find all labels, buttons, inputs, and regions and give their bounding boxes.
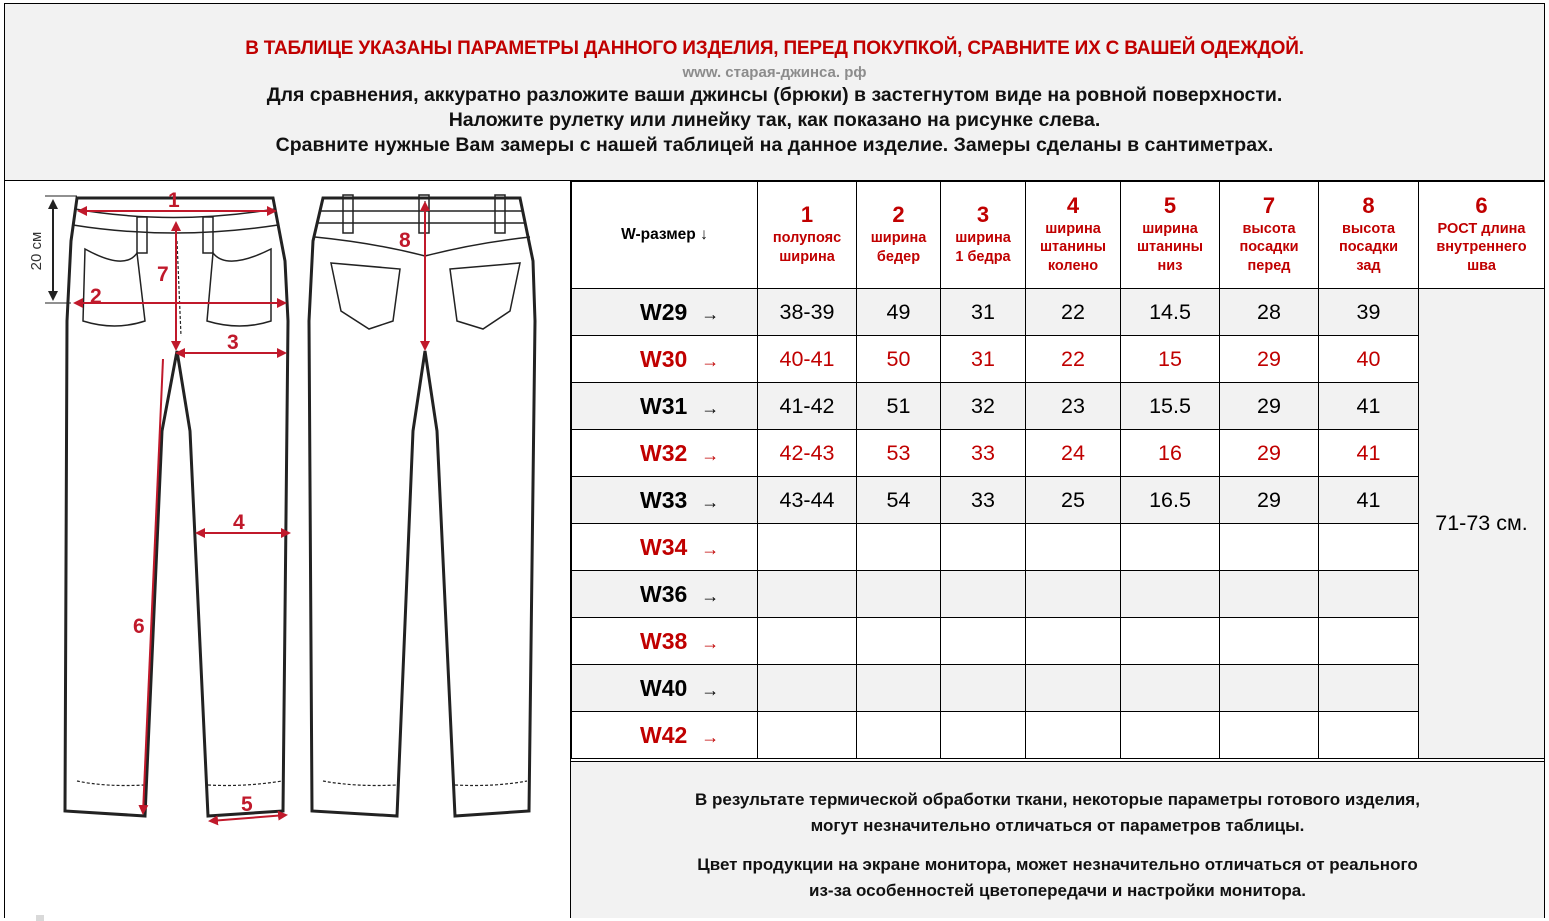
value-cell [857, 712, 941, 759]
value-cell [1121, 665, 1220, 712]
value-cell: 24 [1026, 430, 1121, 477]
disclaimer-fabric: В результате термической обработки ткани, некоторые параметры готового изделия, могут незначительно отличаться от параметров таблицы. [695, 790, 1420, 835]
size-cell [572, 571, 758, 618]
table-row [572, 430, 1545, 477]
value-cell [1026, 524, 1121, 571]
value-cell [758, 618, 857, 665]
value-cell: 22 [1026, 289, 1121, 336]
value-cell: 29 [1220, 383, 1319, 430]
value-cell: 41 [1319, 430, 1419, 477]
value-cell [1121, 712, 1220, 759]
value-cell: 39 [1319, 289, 1419, 336]
size-label: W32 [640, 439, 688, 466]
arrow-right-icon: → [701, 491, 720, 512]
table-row [572, 665, 1545, 712]
value-cell: 41-42 [758, 383, 857, 430]
size-label: W38 [640, 627, 688, 654]
value-cell: 41 [1319, 383, 1419, 430]
column-header: 3 ширина 1 бедра [941, 182, 1026, 289]
value-cell [1319, 712, 1419, 759]
size-label: W36 [640, 580, 688, 607]
value-cell [941, 618, 1026, 665]
height-label: 20 см [28, 231, 45, 271]
value-cell [1121, 618, 1220, 665]
value-cell [941, 712, 1026, 759]
value-cell [758, 524, 857, 571]
instruction-line-2: Наложите рулетку или линейку так, как показано на рисунке слева. [448, 109, 1101, 131]
value-cell [941, 571, 1026, 618]
table-body [572, 289, 1545, 759]
column-header: 1 полупояс ширина [758, 182, 857, 289]
value-cell: 49 [857, 289, 941, 336]
value-cell [857, 665, 941, 712]
column-header: 5 ширина штанины низ [1121, 182, 1220, 289]
value-cell [1319, 665, 1419, 712]
arrow-right-icon: → [701, 538, 720, 559]
instruction-line-3: Сравните нужные Вам замеры с нашей таблицей на данное изделие. Замеры сделаны в сантиметрах. [275, 134, 1274, 156]
table-row [572, 477, 1545, 524]
value-cell: 53 [857, 430, 941, 477]
value-cell [1319, 524, 1419, 571]
column-header: 6 РОСТ длина внутреннего шва [1419, 182, 1545, 289]
value-cell: 43-44 [758, 477, 857, 524]
corner-mark [36, 915, 44, 921]
disclaimer-color: Цвет продукции на экране монитора, может незначительно отличаться от реального из-за особенностей цветопередачи и настройки монитора. [697, 855, 1418, 900]
table-row [572, 618, 1545, 665]
table-row [572, 524, 1545, 571]
value-cell: 33 [941, 477, 1026, 524]
size-label: W30 [640, 345, 688, 372]
header-banner [5, 4, 1544, 181]
jeans-measurement-diagram [5, 181, 571, 918]
table-row [572, 336, 1545, 383]
column-header: 4 ширина штанины колено [1026, 182, 1121, 289]
instruction-line-1: Для сравнения, аккуратно разложите ваши джинсы (брюки) в застегнутом виде на ровной поверхности. [266, 84, 1283, 106]
size-table-container [571, 181, 1544, 759]
value-cell [1319, 571, 1419, 618]
value-cell [1220, 571, 1319, 618]
value-cell: 40-41 [758, 336, 857, 383]
size-cell [572, 618, 758, 665]
marker-1: 1 [168, 189, 180, 212]
value-cell [1220, 524, 1319, 571]
value-cell [1026, 665, 1121, 712]
jeans-illustration [5, 181, 571, 918]
value-cell: 33 [941, 430, 1026, 477]
value-cell [1121, 524, 1220, 571]
value-cell: 25 [1026, 477, 1121, 524]
disclaimer-note [571, 761, 1544, 918]
value-cell: 16.5 [1121, 477, 1220, 524]
value-cell: 16 [1121, 430, 1220, 477]
table-row [572, 383, 1545, 430]
value-cell [1220, 712, 1319, 759]
size-cell [572, 665, 758, 712]
site-url: www. старая-джинса. рф [682, 64, 867, 81]
value-cell: 40 [1319, 336, 1419, 383]
table-row [572, 712, 1545, 759]
marker-4: 4 [233, 511, 245, 534]
arrow-right-icon: → [701, 679, 720, 700]
size-column-header: W-размер ↓ [572, 182, 758, 289]
size-label: W31 [640, 392, 688, 419]
value-cell [1026, 571, 1121, 618]
table-row [572, 571, 1545, 618]
value-cell: 15 [1121, 336, 1220, 383]
marker-5: 5 [241, 793, 253, 816]
value-cell: 38-39 [758, 289, 857, 336]
value-cell: 54 [857, 477, 941, 524]
value-cell: 50 [857, 336, 941, 383]
size-table [571, 181, 1545, 759]
value-cell [857, 571, 941, 618]
value-cell: 29 [1220, 430, 1319, 477]
arrow-right-icon: → [701, 632, 720, 653]
value-cell: 31 [941, 289, 1026, 336]
size-label: W40 [640, 674, 688, 701]
value-cell [1026, 618, 1121, 665]
marker-8: 8 [399, 229, 411, 252]
size-cell [572, 430, 758, 477]
value-cell: 31 [941, 336, 1026, 383]
size-cell [572, 383, 758, 430]
value-cell [857, 524, 941, 571]
value-cell: 29 [1220, 336, 1319, 383]
value-cell: 14.5 [1121, 289, 1220, 336]
value-cell: 29 [1220, 477, 1319, 524]
arrow-right-icon: → [701, 726, 720, 747]
value-cell [1220, 618, 1319, 665]
arrow-right-icon: → [701, 397, 720, 418]
value-cell: 32 [941, 383, 1026, 430]
column-header: 7 высота посадки перед [1220, 182, 1319, 289]
marker-6: 6 [133, 615, 145, 638]
arrow-right-icon: → [701, 444, 720, 465]
value-cell: 41 [1319, 477, 1419, 524]
arrow-right-icon: → [701, 585, 720, 606]
table-row [572, 289, 1545, 336]
size-cell [572, 524, 758, 571]
value-cell [1319, 618, 1419, 665]
value-cell [1121, 571, 1220, 618]
inseam-value-cell: 71-73 см. [1419, 289, 1545, 759]
value-cell [758, 712, 857, 759]
size-label: W29 [640, 298, 688, 325]
size-cell [572, 336, 758, 383]
size-cell [572, 712, 758, 759]
value-cell [758, 665, 857, 712]
size-label: W34 [640, 533, 688, 560]
size-chart [4, 3, 1545, 918]
value-cell [941, 665, 1026, 712]
marker-3: 3 [227, 331, 239, 354]
column-header: 2 ширина бедер [857, 182, 941, 289]
size-cell [572, 289, 758, 336]
arrow-right-icon: → [701, 350, 720, 371]
value-cell: 28 [1220, 289, 1319, 336]
value-cell [941, 524, 1026, 571]
marker-7: 7 [157, 263, 169, 286]
value-cell: 22 [1026, 336, 1121, 383]
table-header-row [572, 182, 1545, 289]
marker-2: 2 [90, 285, 102, 308]
value-cell: 51 [857, 383, 941, 430]
value-cell [857, 618, 941, 665]
warning-title: В ТАБЛИЦЕ УКАЗАНЫ ПАРАМЕТРЫ ДАННОГО ИЗДЕЛИЯ, ПЕРЕД ПОКУПКОЙ, СРАВНИТЕ ИХ С ВАШЕЙ ОДЕЖДОЙ. [245, 38, 1304, 59]
size-label: W33 [640, 486, 688, 513]
size-cell [572, 477, 758, 524]
back-jeans [309, 195, 535, 816]
value-cell [758, 571, 857, 618]
size-label: W42 [640, 721, 688, 748]
column-header: 8 высота посадки зад [1319, 182, 1419, 289]
value-cell: 23 [1026, 383, 1121, 430]
value-cell: 15.5 [1121, 383, 1220, 430]
arrow-right-icon: → [701, 303, 720, 324]
value-cell [1220, 665, 1319, 712]
value-cell: 42-43 [758, 430, 857, 477]
value-cell [1026, 712, 1121, 759]
